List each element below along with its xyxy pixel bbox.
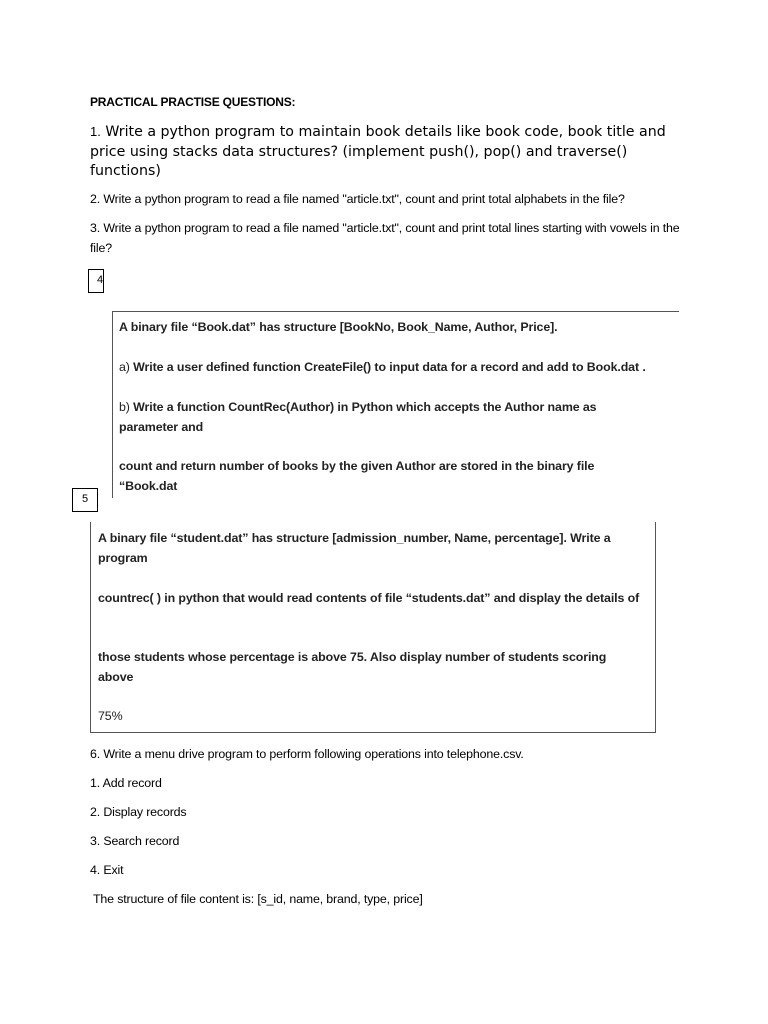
menu-option-1: 1. Add record [90,776,162,790]
question-1-text: Write a python program to maintain book details like book code, book title and price using stacks data structures? (implement push(), pop() and traverse() functions) [90,124,666,179]
question-4-part-a-text: Write a user defined function CreateFile() to input data for a record and add to Book.dat . [133,360,646,374]
question-5-number-box [72,488,98,512]
question-4-card [112,311,679,498]
question-4-part-b [119,398,639,437]
menu-option-3: 3. Search record [90,834,180,848]
question-4-part-b-text: Write a function CountRec(Author) in Python which accepts the Author name as parameter and [119,400,597,434]
question-5-number: 5 [81,493,89,505]
question-4-number: 4 [96,274,104,286]
question-5-card [90,522,656,733]
question-4-line-1: A binary file “Book.dat” has structure [BookNo, Book_Name, Author, Price]. [119,320,558,334]
question-3: 3. Write a python program to read a file named "article.txt", count and print total lines starting with vowels in the file? [90,221,680,255]
question-2: 2. Write a python program to read a file named "article.txt", count and print total alphabets in the file? [90,192,625,206]
question-1 [90,122,690,182]
question-5-line-2: countrec( ) in python that would read contents of file “students.dat” and display the details of [98,591,640,605]
page-heading: PRACTICAL PRACTISE QUESTIONS: [90,95,296,109]
question-6-title: 6. Write a menu drive program to perform following operations into telephone.csv. [90,747,524,761]
question-4-line-4: count and return number of books by the given Author are stored in the binary file “Book.dat [119,459,595,493]
question-1-number: 1. [90,124,101,139]
file-structure-note: The structure of file content is: [s_id, name, brand, type, price] [93,892,423,906]
question-5-line-4: 75% [98,709,123,723]
question-4-part-a [119,358,675,378]
question-4-part-b-label: b) [119,400,130,414]
question-5-line-1: A binary file “student.dat” has structure [admission_number, Name, percentage]. Write a program [98,531,611,565]
question-4-number-box [88,269,104,293]
menu-option-2: 2. Display records [90,805,187,819]
menu-option-4: 4. Exit [90,863,124,877]
question-4-part-a-label: a) [119,360,130,374]
question-5-line-3: those students whose percentage is above 75. Also display number of students scoring above [98,650,607,684]
